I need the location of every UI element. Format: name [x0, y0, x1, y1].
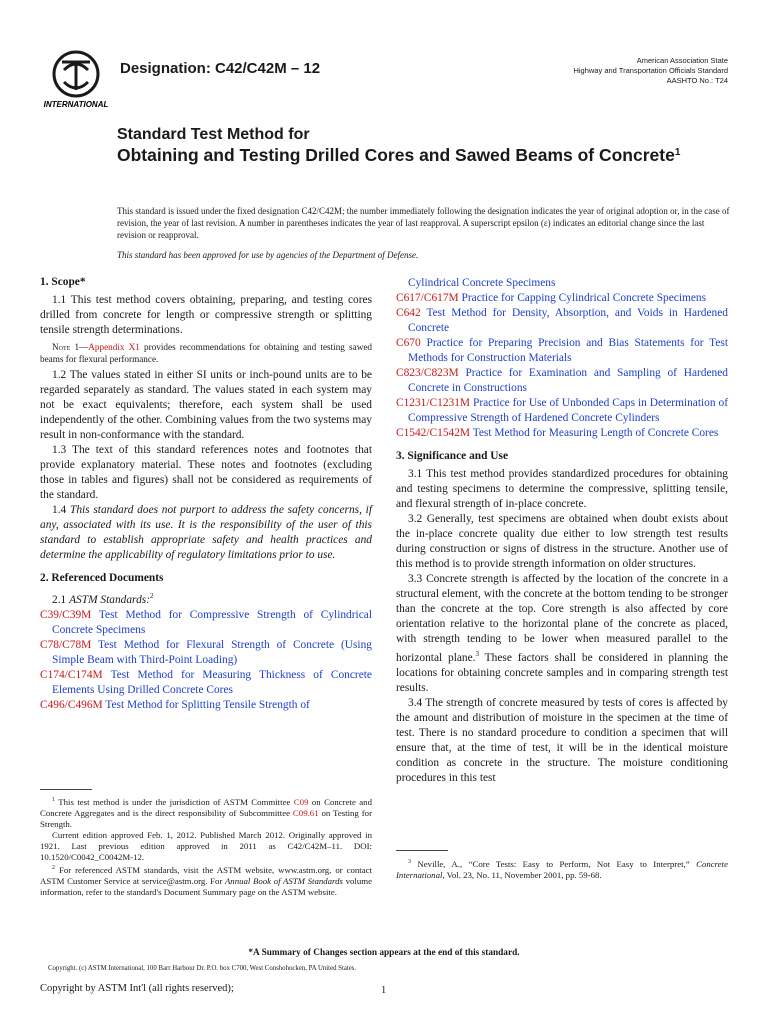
footnote-1	[40, 795, 372, 830]
footnote-ref-3[interactable]: 3	[475, 650, 480, 658]
reference-item[interactable]	[40, 668, 372, 698]
dod-approval: This standard has been approved for use by agencies of the Department of Defense.	[117, 250, 419, 260]
paragraph-1-2: 1.2 The values stated in either SI units or inch-pound units are to be regarded separately as standard. The values stated in each system may not be exact equivalents; therefore, each system shall be used independently of the other. Combining values from the two systems may result in non-conformance with the standard.	[40, 369, 372, 441]
footnote-text: , Vol. 23, No. 11, November 2001, pp. 59-68.	[442, 869, 602, 880]
paragraph-1-4	[40, 503, 372, 563]
reference-code[interactable]: C496/C496M	[40, 698, 103, 711]
paragraph-1-1: 1.1 This test method covers obtaining, preparing, and testing cores drilled from concrete for length or compressive strength or splitting tensile strength determinations.	[40, 294, 372, 336]
footnote-2	[40, 863, 372, 898]
reference-code[interactable]: C823/C823M	[396, 367, 459, 379]
title-footnote-ref[interactable]: 1	[674, 147, 681, 158]
reference-title[interactable]: Test Method for Measuring Thickness of Concrete Elements Using Drilled Concrete Cores	[52, 668, 372, 696]
footnote-3	[396, 857, 728, 881]
note-label: Note	[52, 342, 71, 352]
paragraph-3-4: 3.4 The strength of concrete measured by tests of cores is affected by the amount and distribution of moisture in the specimen at the time of test. There is no standard procedure to condition a specimen that will ensure that, at the time of test, it will be in the identical moisture condition as concrete in the structure. The moisture conditioning procedures in this test	[396, 696, 728, 784]
footnote-number: 1	[52, 797, 55, 803]
footnote-rule	[396, 850, 448, 851]
footnote-ref-2[interactable]: 2	[150, 592, 154, 600]
reference-item[interactable]	[396, 306, 728, 336]
paragraph-number: 2.1	[52, 593, 70, 606]
reference-title[interactable]: Practice for Use of Unbonded Caps in Determination of Compressive Strength of Hardened Concrete Cylinders	[408, 397, 728, 424]
summary-of-changes-note: *A Summary of Changes section appears at the end of this standard.	[248, 948, 520, 958]
paragraph-3-1: 3.1 This test method provides standardized procedures for obtaining and testing specimens to determine the compressive, splitting tensile, and flexural strength of in-place concrete.	[396, 468, 728, 510]
aashto-line: American Association State	[636, 56, 728, 65]
title-main	[117, 145, 737, 165]
copyright-footer: Copyright by ASTM Int'l (all rights reserved);	[40, 983, 234, 994]
footnote-number: 3	[408, 859, 411, 865]
reference-title[interactable]: Test Method for Flexural Strength of Concrete (Using Simple Beam with Third-Point Loading)	[52, 638, 372, 666]
paragraph-number: 1.4	[52, 504, 70, 516]
footnote-text: on Testing for Strength.	[40, 807, 372, 829]
aashto-line: Highway and Transportation Officials Standard	[573, 66, 728, 75]
section-heading-scope: 1. Scope*	[40, 276, 86, 288]
reference-item[interactable]	[40, 608, 372, 638]
footnote-italic: Annual Book of ASTM Standards	[224, 875, 343, 886]
right-column	[396, 276, 728, 786]
reference-code[interactable]: C1231/C1231M	[396, 397, 471, 409]
note-number: 1—	[70, 342, 89, 352]
aashto-block	[573, 56, 728, 86]
subcommittee-link[interactable]: C09.61	[292, 807, 319, 818]
reference-item[interactable]	[396, 366, 728, 396]
paragraph-1-3: 1.3 The text of this standard references notes and footnotes that provide explanatory material. These notes and footnotes (excluding those in tables and figures) shall not be considered as requirements of the standard.	[40, 444, 372, 501]
reference-title[interactable]: Practice for Preparing Precision and Bias Statements for Test Methods for Construction Materials	[408, 337, 728, 364]
left-column	[40, 275, 372, 713]
reference-title[interactable]: Cylindrical Concrete Specimens	[408, 277, 556, 289]
paragraph-3-2: 3.2 Generally, test specimens are obtained when doubt exists about the in-place concrete quality due either to low strength test results during construction or signs of distress in the structure. Another use of this method is to provide strength information on older structures.	[396, 513, 728, 570]
reference-code[interactable]: C78/C78M	[40, 638, 92, 651]
appendix-link[interactable]: Appendix X1	[88, 342, 140, 352]
footnote-rule	[40, 789, 92, 790]
footnote-text: volume information, refer to the standard's Document Summary page on the ASTM website.	[40, 875, 372, 897]
intro-paragraph: This standard is issued under the fixed designation C42/C42M; the number immediately following the designation indicates the year of original adoption or, in the case of revision, the year of last revision. A number in parentheses indicates the year of last reapproval. A superscript epsilon (ε) indicates an editorial change since the last revision or reapproval.	[117, 206, 730, 240]
paragraph-3-3	[396, 572, 728, 696]
title-prefix: Standard Test Method for	[117, 126, 310, 143]
committee-link[interactable]: C09	[293, 796, 309, 807]
reference-code[interactable]: C39/C39M	[40, 608, 92, 621]
footnote-italic: Concrete International	[396, 858, 728, 880]
reference-code[interactable]: C1542/C1542M	[396, 427, 471, 439]
reference-title[interactable]: Test Method for Compressive Strength of Cylindrical Concrete Specimens	[52, 608, 372, 636]
reference-item[interactable]	[396, 396, 728, 426]
safety-statement: This standard does not purport to address the safety concerns, if any, associated with its use. It is the responsibility of the user of this standard to establish appropriate safety and health practices and determine the applicability of regulatory limitations prior to use.	[40, 504, 372, 561]
reference-title[interactable]: Practice for Capping Cylindrical Concrete Specimens	[461, 292, 707, 304]
reference-code[interactable]: C174/C174M	[40, 668, 103, 681]
reference-title[interactable]: Test Method for Density, Absorption, and Voids in Hardened Concrete	[408, 307, 728, 334]
copyright-line: Copyright. (c) ASTM International, 100 Barr Harbour Dr. P.O. box C700, West Conshohocken, PA United States.	[48, 965, 357, 972]
title-text: Obtaining and Testing Drilled Cores and Sawed Beams of Concrete	[117, 145, 675, 165]
astm-standards-label: ASTM Standards:	[69, 593, 150, 606]
designation: Designation: C42/C42M – 12	[120, 60, 321, 77]
note-text: provides recommendations for obtaining and testing sawed beams for flexural performance.	[40, 342, 373, 364]
page-number: 1	[381, 985, 387, 996]
section-heading-significance: 3. Significance and Use	[396, 450, 509, 462]
reference-code[interactable]: C617/C617M	[396, 292, 459, 304]
footnote-text: This test method is under the jurisdiction of ASTM Committee	[55, 796, 294, 807]
reference-item[interactable]	[396, 336, 728, 366]
paragraph-text: 3.3 Concrete strength is affected by the location of the concrete in a structural element, with the concrete at the bottom tending to be stronger than the concrete at the top. Core strength is also affected by core orientation relative to the horizontal plane of the concrete as placed, with strength tending to be lower when measured parallel to the horizontal plane.	[396, 573, 728, 664]
paragraph-2-1	[40, 589, 372, 608]
reference-title[interactable]: Test Method for Measuring Length of Concrete Cores	[472, 427, 719, 439]
section-heading-refdocs: 2. Referenced Documents	[40, 572, 164, 584]
reference-item[interactable]	[396, 291, 728, 306]
paragraph-text: These factors shall be considered in planning the locations for obtaining concrete samples and in comparing strength test results.	[396, 651, 728, 694]
reference-continuation[interactable]	[396, 276, 728, 291]
footnotes-right	[396, 857, 728, 881]
note-1	[40, 341, 372, 365]
aashto-line: AASHTO No.: T24	[666, 76, 728, 85]
footnotes-left	[40, 795, 372, 898]
reference-title[interactable]: Practice for Examination and Sampling of Hardened Concrete in Constructions	[408, 367, 728, 394]
document-title	[117, 125, 737, 165]
reference-code[interactable]: C670	[396, 337, 421, 349]
reference-item[interactable]	[40, 698, 372, 713]
footnote-text: For referenced ASTM standards, visit the ASTM website, www.astm.org, or contact ASTM Customer Service at service@astm.org. For	[40, 864, 372, 886]
astm-logo-icon	[40, 48, 112, 110]
intro-block	[117, 205, 730, 261]
reference-item[interactable]	[40, 638, 372, 668]
reference-item[interactable]	[396, 426, 728, 441]
logo-caption: INTERNATIONAL	[43, 100, 109, 109]
footnote-number: 2	[52, 864, 55, 871]
reference-code[interactable]: C642	[396, 307, 421, 319]
footnote-text: on Concrete and Concrete Aggregates and is the direct responsibility of Subcommittee	[40, 796, 372, 818]
reference-title[interactable]: Test Method for Splitting Tensile Strength of	[105, 698, 310, 711]
footnote-text: Neville, A., “Core Tests: Easy to Perform, Not Easy to Interpret,”	[411, 858, 697, 869]
footnote-1-edition: Current edition approved Feb. 1, 2012. Published March 2012. Originally approved in 1921. Last previous edition approved in 2011 as C42/C42M–11. DOI: 10.1520/C0042_C0042M-12.	[40, 829, 372, 862]
